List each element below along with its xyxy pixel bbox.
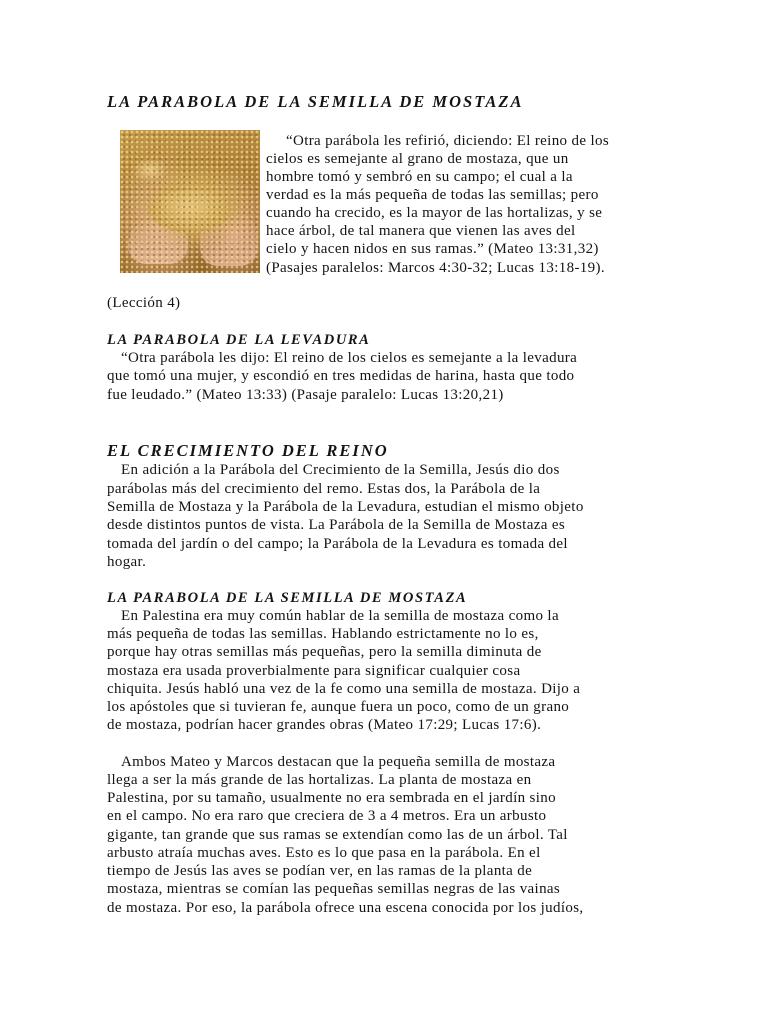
mostaza-line: más pequeña de todas las semillas. Hablando estrictamente no lo es, — [107, 626, 539, 642]
levadura-line: “Otra parábola les dijo: El reino de los cielos es semejante a la levadura — [121, 350, 578, 366]
intro-quote-line: hace árbol, de tal manera que vienen las aves del — [266, 223, 576, 239]
mostaza-line: de mostaza, podrían hacer grandes obras (Mateo 17:29; Lucas 17:6). — [107, 717, 542, 733]
lesson-label: (Lección 4) — [107, 295, 181, 311]
levadura-line: fue leudado.” (Mateo 13:33) (Pasaje paralelo: Lucas 13:20,21) — [107, 387, 504, 403]
mostaza-line: En Palestina era muy común hablar de la semilla de mostaza como la — [121, 608, 559, 624]
intro-quote-line: hombre tomó y sembró en su campo; el cual a la — [266, 169, 573, 185]
title-main: LA PARABOLA DE LA SEMILLA DE MOSTAZA — [107, 92, 524, 111]
intro-quote-line: verdad es la más pequeña de todas las semillas; pero — [266, 187, 599, 203]
ambos-line: en el campo. No era raro que creciera de 3 a 4 metros. Era un arbusto — [107, 808, 547, 824]
ambos-line: mostaza, mientras se comían las pequeñas semillas negras de las vainas — [107, 881, 561, 897]
crecimiento-heading: EL CRECIMIENTO DEL REINO — [107, 441, 389, 460]
intro-quote-line: cielos es semejante al grano de mostaza, que un — [266, 151, 569, 167]
ambos-line: arbusto atraía muchas aves. Esto es lo que pasa en la parábola. En el — [107, 845, 541, 861]
levadura-line: que tomó una mujer, y escondió en tres medidas de harina, hasta que todo — [107, 368, 575, 384]
intro-quote-line: (Pasajes paralelos: Marcos 4:30-32; Lucas 13:18-19). — [266, 260, 605, 276]
crecimiento-line: Semilla de Mostaza y la Parábola de la Levadura, estudian el mismo objeto — [107, 499, 584, 515]
ambos-line: gigante, tan grande que sus ramas se extendían como las de un árbol. Tal — [107, 827, 568, 843]
intro-quote-line: cuando ha crecido, es la mayor de las hortalizas, y se — [266, 205, 603, 221]
mostaza-heading: LA PARABOLA DE LA SEMILLA DE MOSTAZA — [107, 590, 468, 606]
crecimiento-line: En adición a la Parábola del Crecimiento de la Semilla, Jesús dio dos — [121, 462, 560, 478]
intro-quote-line: “Otra parábola les refirió, diciendo: El reino de los — [286, 133, 610, 149]
mostaza-line: mostaza era usada proverbialmente para significar cualquier cosa — [107, 663, 521, 679]
ambos-line: Ambos Mateo y Marcos destacan que la pequeña semilla de mostaza — [121, 754, 556, 770]
mostaza-line: chiquita. Jesús habló una vez de la fe como una semilla de mostaza. Dijo a — [107, 681, 581, 697]
crecimiento-line: hogar. — [107, 554, 147, 570]
ambos-line: tiempo de Jesús las aves se podían ver, en las ramas de la planta de — [107, 863, 533, 879]
crecimiento-line: parábolas más del crecimiento del remo. Estas dos, la Parábola de la — [107, 481, 541, 497]
levadura-heading: LA PARABOLA DE LA LEVADURA — [107, 332, 371, 348]
ambos-line: llega a ser la más grande de las hortalizas. La planta de mostaza en — [107, 772, 532, 788]
ambos-line: Palestina, por su tamaño, usualmente no era sembrada en el jardín sino — [107, 790, 556, 806]
crecimiento-line: desde distintos puntos de vista. La Parábola de la Semilla de Mostaza es — [107, 517, 566, 533]
crecimiento-line: tomada del jardín o del campo; la Parábola de la Levadura es tomada del — [107, 536, 568, 552]
ambos-line: de mostaza. Por eso, la parábola ofrece una escena conocida por los judíos, — [107, 900, 584, 916]
mostaza-line: porque hay otras semillas más pequeñas, pero la semilla diminuta de — [107, 644, 542, 660]
mostaza-line: los apóstoles que si tuvieran fe, aunque fuera un poco, como de un grano — [107, 699, 570, 715]
mustard-seeds-photo — [120, 130, 260, 273]
intro-quote-line: cielo y hacen nidos en sus ramas.” (Mateo 13:31,32) — [266, 241, 599, 257]
seed-texture — [120, 130, 260, 273]
